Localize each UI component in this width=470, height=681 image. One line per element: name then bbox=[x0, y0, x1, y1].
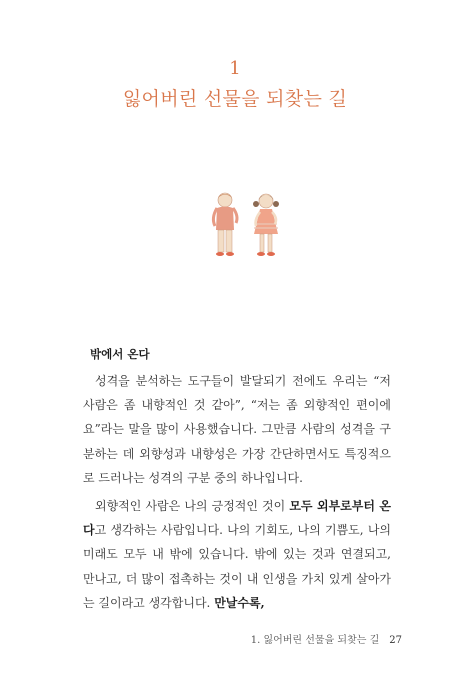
body-text bbox=[83, 369, 391, 619]
paragraph-2-emphasis-b: 만날수록, bbox=[214, 595, 265, 610]
running-title: 1. 잃어버린 선물을 되찾는 길 bbox=[250, 635, 380, 646]
chapter-number: 1 bbox=[229, 58, 241, 79]
chapter-title: 잃어버린 선물을 되찾는 길 bbox=[122, 88, 348, 110]
page-footer bbox=[251, 631, 402, 646]
paragraph-2-emphasis-a: 모두 외부로부터 온다 bbox=[83, 499, 391, 538]
paragraph-1: 성격을 분석하는 도구들이 발달되기 전에도 우리는 “저 사람은 좀 내향적인 것 같아”, “저는 좀 외향적인 편이에요”라는 말을 많이 사용했습니다. 그만큼 사람의 성격을 구분하는 데 외향성과 내향성은 가장 간단하면서도 특징적으로 드러나는 성격의 구분 중의 하나입니다. bbox=[83, 374, 391, 485]
girl-figure bbox=[253, 194, 279, 256]
children-illustration bbox=[203, 190, 293, 262]
boy-figure bbox=[213, 193, 237, 256]
paragraph-2 bbox=[83, 494, 391, 615]
paragraph-2-text-b: 고 생각하는 사람입니다. 나의 기회도, 나의 기쁨도, 나의 미래도 모두 내 밖에 있습니다. 밖에 있는 것과 연결되고, 만나고, 더 많이 접촉하는 것이 내 인생을 가치 있게 살아가는 길이라고 생각합니다. bbox=[83, 523, 391, 610]
section-heading: 밖에서 온다 bbox=[90, 347, 150, 361]
page-number: 27 bbox=[389, 635, 402, 646]
paragraph-2-text-a: 외향적인 사람은 나의 긍정적인 것이 bbox=[95, 499, 290, 514]
